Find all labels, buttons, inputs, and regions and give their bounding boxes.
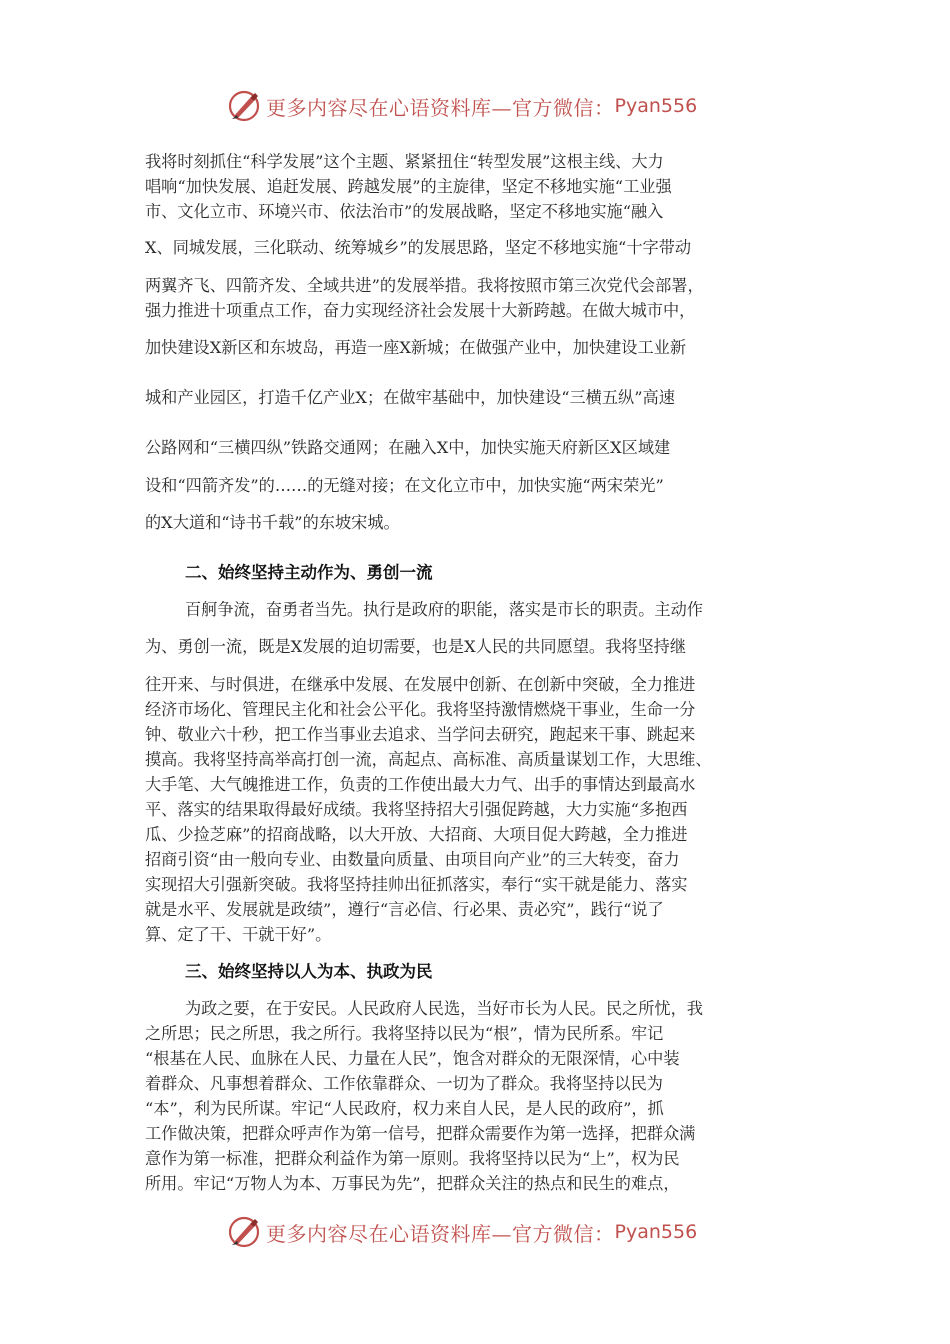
wechat-id: Pyan556 bbox=[614, 95, 698, 117]
text-line: 所用。牢记“万物人为本、万事民为先”，把群众关注的热点和民生的难点， bbox=[145, 1174, 680, 1193]
header-banner bbox=[228, 86, 748, 126]
text-line: 招商引资“由一般向专业、由数量向质量、由项目向产业”的三大转变，奋力 bbox=[145, 850, 680, 869]
text-line: 百舸争流，奋勇者当先。执行是政府的职能，落实是市长的职责。主动作 bbox=[185, 600, 703, 619]
text-line: “根基在人民、血脉在人民、力量在人民”，饱含对群众的无限深情，心中装 bbox=[145, 1049, 680, 1068]
text-line: 就是水平、发展就是政绩”，遵行“言必信、行必果、责必究”，践行“说了 bbox=[145, 900, 664, 919]
text-line: 平、落实的结果取得最好成绩。我将坚持招大引强促跨越，大力实施“多抱西 bbox=[145, 800, 688, 819]
text-line: 工作做决策，把群众呼声作为第一信号，把群众需要作为第一选择，把群众满 bbox=[145, 1124, 696, 1143]
text-line: 钟、敬业六十秒，把工作当事业去追求、当学问去研究，跑起来干事、跳起来 bbox=[145, 725, 696, 744]
text-line: 瓜、少捡芝麻”的招商战略，以大开放、大招商、大项目促大跨越，全力推进 bbox=[145, 825, 688, 844]
text-line: 摸高。我将坚持高举高打创一流，高起点、高标准、高质量谋划工作，大思维、 bbox=[145, 750, 712, 769]
text-line: 之所思；民之所思，我之所行。我将坚持以民为“根”，情为民所系。牢记 bbox=[145, 1024, 664, 1043]
text-line: X、同城发展，三化联动、统筹城乡”的发展思路，坚定不移地实施“十字带动 bbox=[145, 238, 692, 257]
text-line: 两翼齐飞、四箭齐发、全域共进”的发展举措。我将按照市第三次党代会部署， bbox=[145, 276, 704, 295]
pen-logo-icon bbox=[228, 89, 262, 123]
footer-banner bbox=[228, 1212, 748, 1252]
text-line: 强力推进十项重点工作，奋力实现经济社会发展十大新跨越。在做大城市中， bbox=[145, 301, 696, 320]
pen-logo-icon bbox=[228, 1215, 262, 1249]
text-line: 着群众、凡事想着群众、工作依靠群众、一切为了群众。我将坚持以民为 bbox=[145, 1074, 663, 1093]
section-heading: 三、始终坚持以人为本、执政为民 bbox=[185, 962, 433, 981]
text-line: 大手笔、大气魄推进工作，负责的工作使出最大力气、出手的事情达到最高水 bbox=[145, 775, 696, 794]
text-line: 为、勇创一流，既是X发展的迫切需要，也是X人民的共同愿望。我将坚持继 bbox=[145, 637, 687, 656]
text-line: 为政之要，在于安民。人民政府人民选，当好市长为人民。民之所忧，我 bbox=[185, 999, 703, 1018]
text-line: 唱响“加快发展、追赶发展、跨越发展”的主旋律，坚定不移地实施“工业强 bbox=[145, 177, 672, 196]
text-line: “本”，利为民所谋。牢记“人民政府，权力来自人民，是人民的政府”，抓 bbox=[145, 1099, 664, 1118]
text-line: 经济市场化、管理民主化和社会公平化。我将坚持激情燃烧干事业，生命一分 bbox=[145, 700, 696, 719]
text-line: 算、定了干、干就干好”。 bbox=[145, 925, 332, 944]
text-line: 城和产业园区，打造千亿产业X；在做牢基础中，加快建设“三横五纵”高速 bbox=[145, 388, 675, 407]
text-line: 实现招大引强新突破。我将坚持挂帅出征抓落实，奉行“实干就是能力、落实 bbox=[145, 875, 688, 894]
text-line: 设和“四箭齐发”的……的无缝对接；在文化立市中，加快实施“两宋荣光” bbox=[145, 476, 664, 495]
wechat-id: Pyan556 bbox=[614, 1221, 698, 1243]
text-line: 市、文化立市、环境兴市、依法治市”的发展战略，坚定不移地实施“融入 bbox=[145, 202, 664, 221]
text-line: 公路网和“三横四纵”铁路交通网；在融入X中，加快实施天府新区X区域建 bbox=[145, 438, 671, 457]
text-line: 意作为第一标准，把群众利益作为第一原则。我将坚持以民为“上”，权为民 bbox=[145, 1149, 680, 1168]
text-line: 加快建设X新区和东坡岛，再造一座X新城；在做强产业中，加快建设工业新 bbox=[145, 338, 687, 357]
banner-text: 更多内容尽在心语资料库—官方微信： bbox=[266, 1221, 615, 1246]
section-heading: 二、始终坚持主动作为、勇创一流 bbox=[185, 563, 433, 582]
banner-text: 更多内容尽在心语资料库—官方微信： bbox=[266, 95, 615, 120]
text-line: 的X大道和“诗书千载”的东坡宋城。 bbox=[145, 513, 400, 532]
text-line: 往开来、与时俱进，在继承中发展、在发展中创新、在创新中突破，全力推进 bbox=[145, 675, 696, 694]
text-line: 我将时刻抓住“科学发展”这个主题、紧紧扭住“转型发展”这根主线、大力 bbox=[145, 152, 664, 171]
